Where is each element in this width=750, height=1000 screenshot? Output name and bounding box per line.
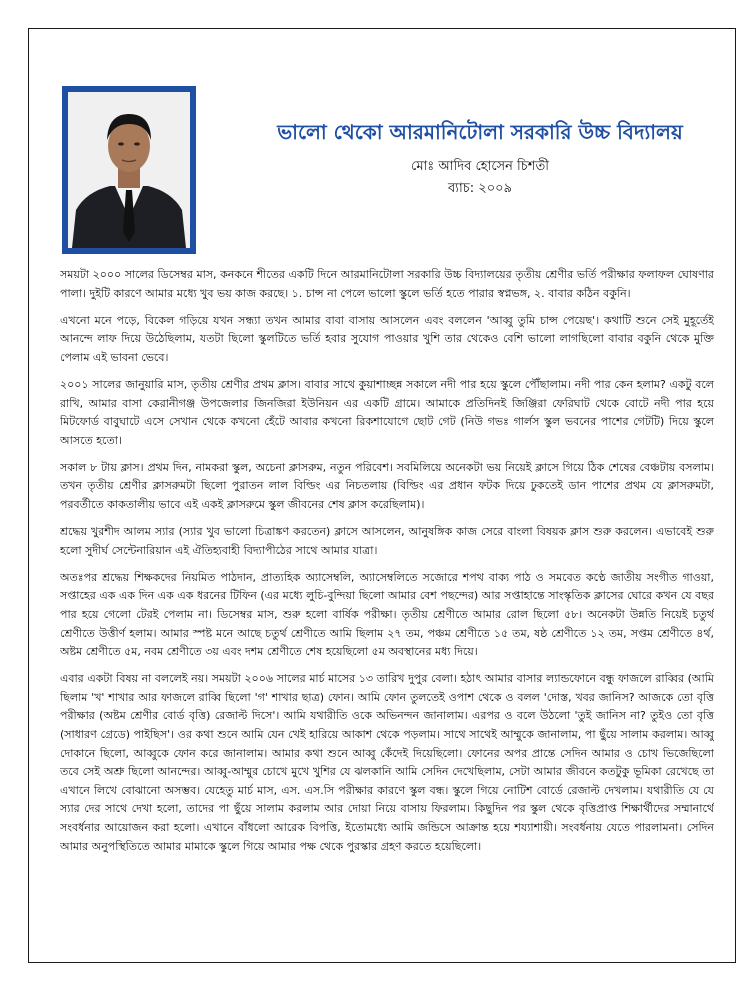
paragraph: এবার একটা বিষয় না বললেই নয়। সময়টা ২০০৬ সালের মার্চ মাসের ১৩ তারিখ দুপুর বেলা। হঠাৎ আমার বাসার ল্যান্ডফোনে বন্ধু ফাজলে রাব্বির (আমি ছিলাম 'খ' শাখার আর ফাজলে রাব্বি ছিলো 'গ' শাখার ছাত্র) ফোন। আমি ফোন তুলতেই ওপাশ থেকে ও বলল 'দোস্ত, খবর জানিস? আজকে তো বৃত্তি পরীক্ষার (অষ্টম শ্রেণীর বোর্ড বৃত্তি) রেজাল্ট দিসে'। আমি যথারীতি ওকে অভিনন্দন জানালাম। এরপর ও বলে উঠলো 'তুই জানিস না? তুইও তো বৃত্তি (সাধারণ গ্রেডে) পাইছিস'। ওর কথা শুনে আমি যেন খেই হারিয়ে আকাশ থেকে পড়লাম। সাথে সাথেই আম্মুকে জানালাম, পা ছুঁয়ে সালাম করলাম। আব্বু দোকানে ছিলো, আব্বুকে ফোন করে জানালাম। আমার কথা শুনে আব্বু কেঁদেই দিয়েছিলো। ফোনের অপর প্রান্তে সেদিন আমার ও চোখ ভিজেছিলো তবে সেই অশ্রু ছিলো আনন্দের। আব্বু-আম্মুর চোখে মুখে খুশির যে ঝলকানি আমি সেদিন দেখেছিলাম, সেটা আমার জীবনে কতটুকু ভূমিকা রেখেছে তা এখানে লিখে বোঝানো অসম্ভব। যেহেতু মার্চ মাস, এস. এস.সি পরীক্ষার কারণে স্কুল বন্ধ। স্কুলে গিয়ে নোটিশ বোর্ডে রেজাল্ট দেখলাম। যথারীতি যে যে স্যার দের সাথে দেখা হলো, তাদের পা ছুঁয়ে সালাম করলাম আর দোয়া নিয়ে বাসায় ফিরলাম। কিছুদিন পর স্কুল থেকে বৃত্তিপ্রাপ্ত শিক্ষার্থীদের সম্মানার্থে সংবর্ধনার আয়োজন করা হলো। এখানে বাঁধলো আরেক বিপত্তি, ইতোমধ্যে আমি জন্ডিসে আক্রান্ত হয়ে শয্যাশায়ী। সংবর্ধনায় যেতে পারলামনা। সেদিন আমার অনুপস্থিতিতে আমার মামাকে স্কুলে গিয়ে আমার পক্ষ থেকে পুরস্কার গ্রহণ করতে হয়েছিলো। [60,672,714,853]
paragraph: সকাল ৮ টায় ক্লাস। প্রথম দিন, নামকরা স্কুল, অচেনা ক্লাসরুম, নতুন পরিবেশ। সবমিলিয়ে অনেকটা ভয় নিয়েই ক্লাসে গিয়ে ঠিক শেষের বেঞ্চটায় বসলাম। তখন তৃতীয় শ্রেণীর ক্লাসরুমটা ছিলো পুরাতন লাল বিল্ডিং এর নিচতলায় (বিল্ডিং এর প্রধান ফটক দিয়ে ঢুকতেই ডান পাশের প্রথম যে ক্লাসরুমটা, পরবর্তীতে কাকতালীয় ভাবে এই একই ক্লাসরুমে স্কুল জীবনের শেষ ক্লাস করেছিলাম)। [60,460,714,512]
paragraph: শ্রদ্ধেয় খুরশীদ আলম স্যার (স্যার খুব ভালো চিত্রাঙ্কণ করতেন) ক্লাসে আসলেন, আনুষঙ্গিক কাজ সেরে বাংলা বিষয়ক ক্লাস শুরু করলেন। এভাবেই শুরু হলো সুদীর্ঘ সেন্টেনারিয়ান এই ঐতিহ্যবাহী বিদ্যাপীঠের সাথে আমার যাত্রা। [60,525,714,557]
paragraph: সময়টা ২০০০ সালের ডিসেম্বর মাস, কনকনে শীতের একটি দিনে আরমানিটোলা সরকারি উচ্চ বিদ্যালয়ের তৃতীয় শ্রেণীর ভর্তি পরীক্ষার ফলাফল ঘোষণার পালা। দুইটি কারণে আমার মধ্যে খুব ভয় কাজ করছে। ১. চান্স না পেলে ভালো স্কুলে ভর্তি হতে পারার স্বপ্নভঙ্গ, ২. বাবার কঠিন বকুনি। [60,268,714,300]
author-name: মোঃ আদিব হোসেন চিশতী [411,159,549,174]
article-body [60,266,714,926]
paragraph: ২০০১ সালের জানুয়ারি মাস, তৃতীয় শ্রেণীর প্রথম ক্লাস। বাবার সাথে কুয়াশাচ্ছন্ন সকালে নদী পার হয়ে স্কুলে পৌঁছালাম। নদী পার কেন হলাম? একটু বলে রাখি, আমার বাসা কেরানীগঞ্জ উপজেলার জিনজিরা ইউনিয়ন এর একটি গ্রামে। আমাকে প্রতিদিনই জিঞ্জিরা ফেরিঘাট থেকে বোটে নদী পার হয়ে মিটফোর্ড বাবুঘাটে এসে সেখান থেকে কখনো হেঁটে আবার কখনো রিকশাযোগে ছোট গেট (নিউ গভঃ গার্লস স্কুল ভবনের পাশের গেটটি) দিয়ে স্কুলে আসতে হতো। [60,377,714,447]
author-photo-frame [62,86,196,254]
author-photo [68,92,190,248]
paragraph: এখনো মনে পড়ে, বিকেল গড়িয়ে যখন সন্ধ্যা তখন আমার বাবা বাসায় আসলেন এবং বললেন 'আব্বু তুমি চান্স পেয়েছ'। কথাটি শুনে সেই মুহূর্তেই আনন্দে লাফ দিয়ে উঠেছিলাম, যতটা ছিলো স্কুলটিতে ভর্তি হবার সুযোগ পাওয়ার খুশি তার থেকেও বেশি ভালো লাগছিলো বাবার বকুনি থেকে মুক্তি পেলাম এই ভাবনা ভেবে। [60,313,714,364]
author-byline [250,156,710,200]
article-title: ভালো থেকো আরমানিটোলা সরকারি উচ্চ বিদ্যালয় [277,120,683,144]
paragraph: অতঃপর শ্রদ্ধেয় শিক্ষকদের নিয়মিত পাঠদান, প্রাত্যহিক অ্যাসেম্বলি, অ্যাসেম্বলিতে সজোরে শপথ বাক্য পাঠ ও সমবেত কণ্ঠে জাতীয় সংগীত গাওয়া, সপ্তাহের এক এক দিন এক এক ধরনের টিফিন (এর মধ্যে লুচি-বুন্দিয়া ছিলো আমার বেশ পছন্দের) আর সপ্তাহান্তে সাংস্কৃতিক ক্লাসের ঘোরে কখন যে বছর পার হয়ে গেলো টেরই পেলাম না। ডিসেম্বর মাস, শুরু হলো বার্ষিক পরীক্ষা। তৃতীয় শ্রেণীতে আমার রোল ছিলো ৫৮। অনেকটা উন্নতি নিয়েই চতুর্থ শ্রেণীতে উত্তীর্ণ হলাম। আমার স্পষ্ট মনে আছে চতুর্থ শ্রেণীতে আমি ছিলাম ২৭ তম, পঞ্চম শ্রেণীতে ১৫ তম, ষষ্ঠ শ্রেণীতে ১২ তম, সপ্তম শ্রেণীতে ৪র্থ, অষ্টম শ্রেণীতে ৫ম, নবম শ্রেণীতে ৩য় এবং দশম শ্রেণীতে শেষ হয়েছিলো ৫ম অবস্থানের মধ্য দিয়ে। [60,570,714,659]
author-batch: ব্যাচ: ২০০৯ [447,181,513,196]
